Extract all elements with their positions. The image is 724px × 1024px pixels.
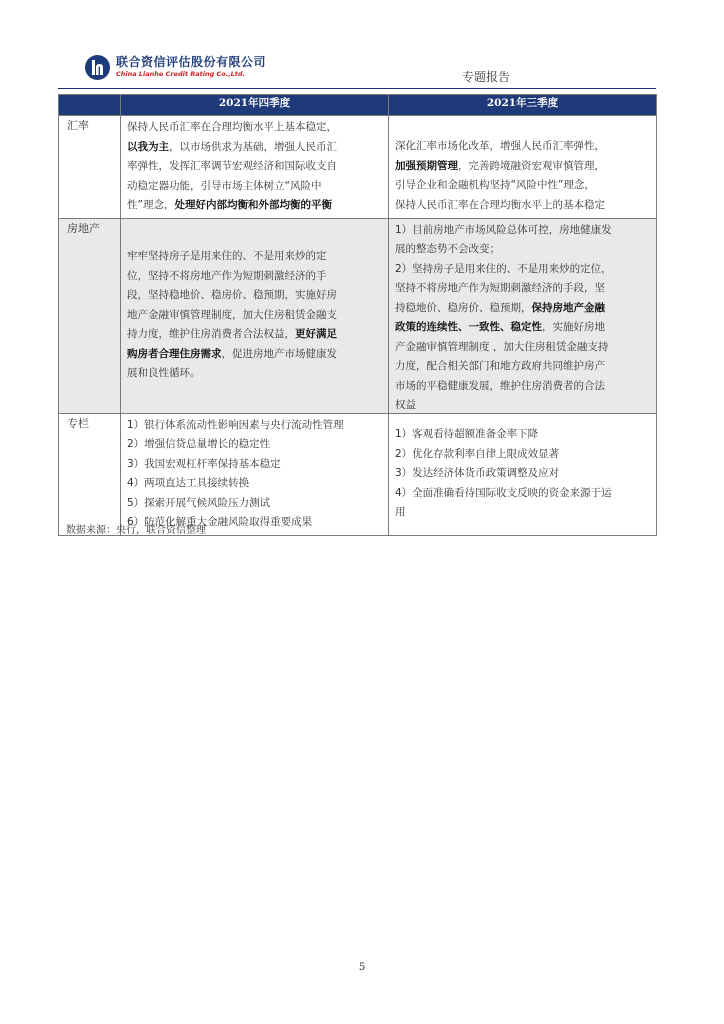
bold-text-segment: 政策的连续性、一致性、稳定性 xyxy=(395,321,542,333)
text-line xyxy=(395,338,650,358)
table-row xyxy=(59,413,657,535)
text-line xyxy=(395,196,650,216)
text-segment: 持力度，维护住房消费者合法权益， xyxy=(127,328,295,341)
text-segment: 用 xyxy=(395,506,406,519)
text-line xyxy=(127,286,382,306)
policy-comparison-table xyxy=(58,94,657,536)
text-segment: 位，坚持不将房地产作为短期刺激经济的手 xyxy=(127,269,327,282)
text-line xyxy=(395,279,650,299)
text-segment: 动稳定器功能，引导市场主体树立“风险中 xyxy=(127,179,322,192)
text-segment: ，完善跨境融资宏观审慎管理， xyxy=(458,159,605,172)
text-line xyxy=(395,137,650,157)
text-segment: 引导企业和金融机构坚持“风险中性”理念， xyxy=(395,179,595,191)
text-line xyxy=(395,503,650,523)
text-line xyxy=(127,138,382,158)
text-line xyxy=(127,267,382,287)
text-segment: 1）客观看待超额准备金率下降 xyxy=(395,428,539,441)
company-name-cn: 联合资信评估股份有限公司 xyxy=(116,55,267,69)
exchange-rate-q3-cell xyxy=(389,116,657,219)
text-line xyxy=(127,118,382,138)
text-segment: 坚持不将房地产作为短期刺激经济的手段，坚 xyxy=(395,282,605,294)
text-segment: 性”理念， xyxy=(127,199,175,211)
document-type: 专题报告 xyxy=(461,70,510,84)
cell-text xyxy=(395,221,650,411)
text-segment: 4）全面准确看待国际收支反映的资金来源于运 xyxy=(395,486,612,499)
text-segment: 5）探索开展气候风险压力测试 xyxy=(127,496,271,509)
text-segment: 保持人民币汇率在合理均衡水平上的基本稳定 xyxy=(395,198,605,211)
header-cell-q4: 2021年四季度 xyxy=(121,95,389,116)
text-segment: 产金融审慎管理制度 ，加大住房租赁金融支持 xyxy=(395,340,609,353)
text-line xyxy=(127,306,382,326)
text-line xyxy=(395,240,650,260)
text-line xyxy=(127,435,382,455)
company-name-en: China Lianhe Credit Rating Co.,Ltd. xyxy=(116,70,246,78)
text-line xyxy=(395,260,650,280)
special-column-q4-cell xyxy=(121,413,389,535)
exchange-rate-q4-cell xyxy=(121,116,389,219)
text-segment: 3）发达经济体货币政策调整及应对 xyxy=(395,467,560,480)
text-segment: ，促进房地产市场健康发 xyxy=(221,347,337,360)
text-line xyxy=(127,247,382,267)
text-segment: 3）我国宏观杠杆率保持基本稳定 xyxy=(127,457,281,470)
text-segment: ，以市场供求为基础，增强人民币汇 xyxy=(169,140,337,153)
text-segment: 地产金融审慎管理制度，加大住房租赁金融支 xyxy=(127,308,337,321)
text-segment: 2）坚持房子是用来住的、不是用来炒的定位， xyxy=(395,262,612,275)
text-line xyxy=(395,357,650,377)
header-divider xyxy=(58,88,656,89)
text-segment: 4）两项直达工具接续转换 xyxy=(127,477,250,489)
text-line xyxy=(395,299,650,319)
table-row xyxy=(59,218,657,413)
real-estate-q3-cell xyxy=(389,218,657,413)
bold-text-segment: 以我为主 xyxy=(127,140,169,153)
bold-text-segment: 加强预期管理 xyxy=(395,159,458,172)
cell-text xyxy=(395,416,650,533)
header-cell-q3: 2021年三季度 xyxy=(389,95,657,116)
row-category-special-column: 专栏 xyxy=(59,413,121,535)
company-logo-icon xyxy=(84,54,111,81)
table-row xyxy=(59,116,657,219)
row-category-real-estate: 房地产 xyxy=(59,218,121,413)
page-number: 5 xyxy=(358,962,366,973)
text-segment: ，实施好房地 xyxy=(542,321,605,333)
text-segment: 保持人民币汇率在合理均衡水平上基本稳定， xyxy=(127,121,337,133)
text-line xyxy=(395,157,650,177)
text-segment: 6）防范化解重大金融风险取得重要成果 xyxy=(127,516,313,528)
text-segment: 展的整态势不会改变； xyxy=(395,243,500,255)
table-header-row xyxy=(59,95,657,116)
text-segment: 市场的平稳健康发展，维护住房消费者的合法 xyxy=(395,379,605,392)
text-line xyxy=(395,464,650,484)
text-line xyxy=(395,425,650,445)
text-line xyxy=(127,157,382,177)
text-segment: 2）增强信贷总量增长的稳定性 xyxy=(127,438,271,450)
text-line xyxy=(395,318,650,338)
text-line xyxy=(127,196,382,216)
text-line xyxy=(127,474,382,494)
text-line xyxy=(395,221,650,241)
text-segment: 牢牢坚持房子是用来住的、不是用来炒的定 xyxy=(127,250,327,263)
cell-text xyxy=(127,221,382,411)
text-line xyxy=(127,416,382,436)
bold-text-segment: 处理好内部均衡和外部均衡的平衡 xyxy=(174,199,332,211)
page-header xyxy=(84,52,658,88)
header-cell-blank xyxy=(59,95,121,116)
cell-text xyxy=(395,118,650,215)
text-segment: 展和良性循环。 xyxy=(127,367,201,380)
text-line xyxy=(395,445,650,465)
text-line xyxy=(127,177,382,197)
text-line xyxy=(127,494,382,514)
row-category-exchange-rate: 汇率 xyxy=(59,116,121,219)
text-line xyxy=(395,377,650,397)
text-segment: 深化汇率市场化改革，增强人民币汇率弹性， xyxy=(395,140,605,152)
text-segment: 1）银行体系流动性影响因素与央行流动性管理 xyxy=(127,418,344,431)
real-estate-q4-cell xyxy=(121,218,389,413)
bold-text-segment: 购房者合理住房需求 xyxy=(127,347,222,360)
text-line xyxy=(395,176,650,196)
text-segment: 1）目前房地产市场风险总体可控，房地健康发 xyxy=(395,223,612,236)
text-line xyxy=(127,364,382,384)
text-segment: 段，坚持稳地价、稳房价、稳预期，实施好房 xyxy=(127,289,337,302)
data-source-note: 数据来源：央行，联合资信整理 xyxy=(66,525,206,536)
text-line xyxy=(127,455,382,475)
bold-text-segment: 保持房地产金融 xyxy=(531,301,605,314)
text-line xyxy=(395,484,650,504)
special-column-q3-cell xyxy=(389,413,657,535)
text-segment: 2）优化存款利率自律上限成效显著 xyxy=(395,447,560,460)
cell-text xyxy=(127,118,382,216)
text-segment: 权益 xyxy=(395,399,416,411)
text-segment: 率弹性，发挥汇率调节宏观经济和国际收支自 xyxy=(127,160,337,172)
cell-text xyxy=(127,416,382,533)
text-segment: 持稳地价、稳房价、稳预期， xyxy=(395,301,532,314)
bold-text-segment: 更好满足 xyxy=(295,328,337,341)
text-line xyxy=(395,396,650,411)
text-line xyxy=(127,325,382,345)
text-segment: 力度，配合相关部门和地方政府共同维护房产 xyxy=(395,360,605,372)
text-line xyxy=(127,345,382,365)
